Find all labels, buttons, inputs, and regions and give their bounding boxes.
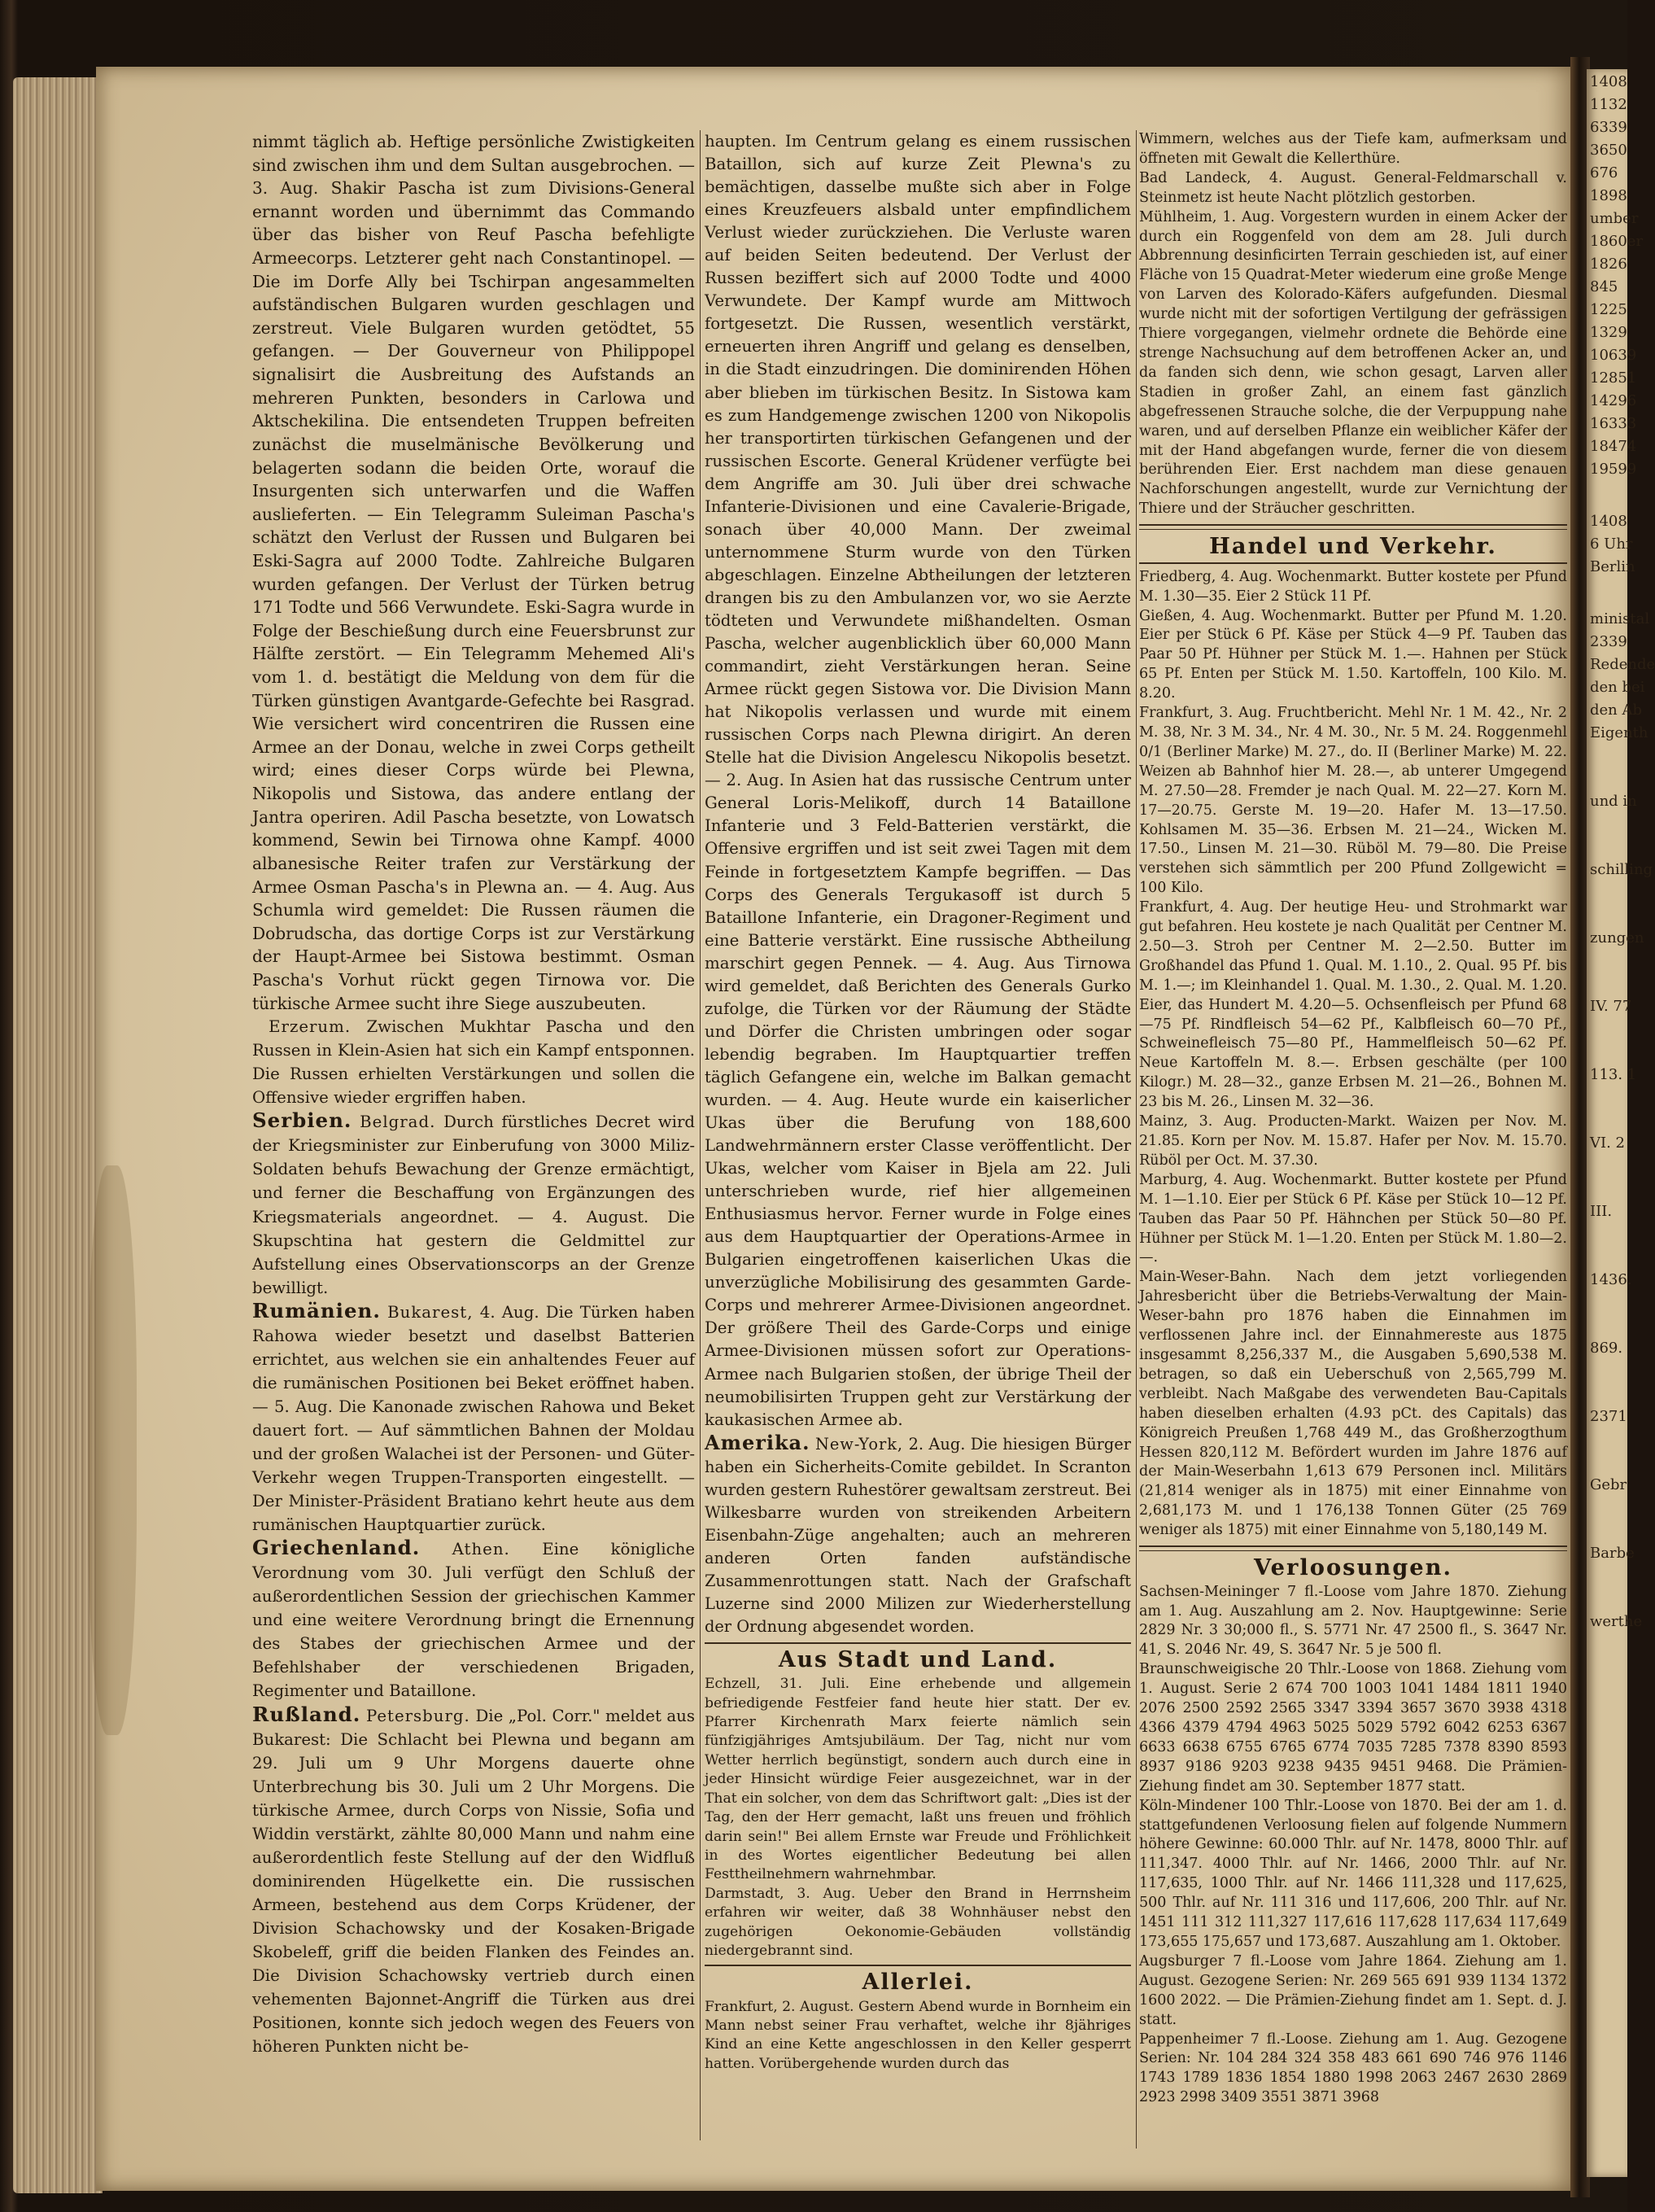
next-page-fragment: Gebr <box>1590 1476 1627 1493</box>
section-heading: Verloosungen. <box>1254 1554 1452 1581</box>
dateline: Bukarest, <box>387 1302 474 1322</box>
next-page-fragment: Redende <box>1590 656 1655 673</box>
section-heading: Rumänien. <box>252 1298 381 1322</box>
article-text: 4. Aug. Die Türken haben Rahowa wieder besetzt und daselbst Batterien errichtet, aus welchen sie ein anhaltendes Feuer auf die rumänischen Positionen bei Beket eröffnet haben. — 5. Aug. Die Kanonade zwischen Rahowa und Beket dauert fort. — Auf sämmtlichen Bahnen der Moldau und der großen Walachei ist der Personen- und Güter-Verkehr wegen Truppen-Transporten eingestellt. — Der Minister-Präsident Bratiano kehrt heute aus dem rumänischen Hauptquartier zurück. <box>252 1302 695 1535</box>
section-rule <box>705 1642 1131 1644</box>
article-text: Frankfurt, 2. August. Gestern Abend wurde in Bornheim ein Mann nebst seiner Frau verhaftet, welche ihr 8jähriges Kind an eine Kette angeschlossen in den Keller gesperrt hatten. Vorübergehende wurden durch das <box>705 1998 1131 2072</box>
article-text: Zwischen Mukhtar Pascha und den Russen in Klein-Asien hat sich ein Kampf entsponnen. Die Russen erhielten Verstärkungen und sollen die Offensive wieder ergriffen haben. <box>252 1017 695 1108</box>
lottery-report: Pappenheimer 7 fl.-Loose. Ziehung am 1. Aug. Gezogene Serien: Nr. 104 284 324 358 483 661 690 746 976 1146 1743 1789 1836 1854 1880 1998 2063 2467 2630 2869 2923 2998 3409 3551 3871 3968 <box>1139 2031 1567 2106</box>
next-page-fragment: 16333 <box>1590 415 1637 432</box>
section-heading: Rußland. <box>252 1702 361 1726</box>
next-page-fragment: und in <box>1590 793 1637 810</box>
next-page-fragment: 1436. <box>1590 1271 1632 1288</box>
market-report: Main-Weser-Bahn. Nach dem jetzt vorliegenden Jahresbericht über die Betriebs-Verwaltung der Main-Weser-bahn pro 1876 haben die Einnahmen im verflossenen Jahre incl. der Einnahmereste aus 1875 insgesammt 8,256,337 M., die Ausgaben 5,690,538 M. betragen, so daß ein Ueberschuß von 2,565,799 M. verbleibt. Nach Maßgabe des verwendeten Bau-Capitals haben dieselben erhalten (4.93 pCt. des Capitals) das Königreich Preußen 1,768 449 M., das Großherzogthum Hessen 820,112 M. Befördert wurden im Jahre 1876 auf der Main-Weserbahn 1,613 679 Personen incl. Militärs (21,814 weniger als in 1875) mit einer Einnahme von 2,681,173 M. und 1 176,138 Tonnen Güter (25 769 weniger als 1875) mit einer Einnahme von 5,180,149 M. <box>1139 1269 1567 1539</box>
article-text: haupten. Im Centrum gelang es einem russischen Bataillon, sich auf kurze Zeit Plewna's zu bemächtigen, dasselbe mußte sich aber in Folge eines Kreuzfeuers alsbald unter empfindlichem Verlust wieder zurückziehen. Die Verluste waren auf beiden Seiten bedeutend. Der Verlust der Russen beziffert sich auf 2000 Todte und 4000 Verwundete. Der Kampf wurde am Mittwoch fortgesetzt. Die Russen, wesentlich verstärkt, erneuerten ihren Angriff und gelang es denselben, in die Stadt einzudringen. Die dominirenden Höhen aber blieben im türkischen Besitz. In Sistowa kam es zum Handgemenge zwischen 1200 von Nikopolis her transportirten türkischen Gefangenen und der russischen Escorte. General Krüdener verfügte bei dem Angriffe am 30. Juli über drei schwache Infanterie-Divisionen und eine Cavalerie-Brigade, sonach über 40,000 Mann. Der zweimal unternommene Sturm wurde von den Türken abgeschlagen. Einzelne Abtheilungen der letzteren drangen bis zu den Ambulanzen vor, wo sie Aerzte tödteten und Verwundete mißhandelten. Osman Pascha, welcher augenblicklich über 60,000 Mann commandirt, zieht Verstärkungen heran. Seine Armee rückt gegen Sistowa vor. Die Division Mann hat Nikopolis verlassen und wurde mit einem russischen Corps nach Plewna dirigirt. An deren Stelle hat die Division Angelescu Nikopolis besetzt. — 2. Aug. In Asien hat das russische Centrum unter General Loris-Melikoff, durch 14 Bataillone Infanterie und 3 Feld-Batterien verstärkt, die Offensive ergriffen und ist seit zwei Tagen mit dem Feinde in fortgesetztem Kampfe begriffen. — Das Corps des Generals Tergukasoff ist durch 5 Bataillone Infanterie, ein Dragoner-Regiment und eine Batterie verstärkt. Eine russische Abtheilung marschirt gegen Pennek. — 4. Aug. Aus Tirnowa wird gemeldet, daß Berichten des Generals Gurko zufolge, die Türken vor der Räumung der Städte und Dörfer die Christen umbringen oder sogar lebendig begraben. Im Hauptquartier treffen täglich Gefangene ein, welche im Balkan gemacht wurden. — 4. Aug. Heute wurde ein kaiserlicher Ukas über die Berufung von 188,600 Landwehrmännern erster Classe veröffentlicht. Der Ukas, welcher vom Kaiser in Bjela am 22. Juli unterschrieben wurde, rief hier allgemeinen Enthusiasmus hervor. Ferner wurde in Folge eines aus dem Hauptquartier der Operations-Armee in Bulgarien eingetroffenen kaiserlichen Ukas die unverzügliche Mobilisirung des gesammten Garde-Corps und mehrerer Armee-Divisionen angeordnet. Der größere Theil des Garde-Corps und einige Armee-Divisionen müssen sofort zur Operations-Armee nach Bulgarien stoßen, der übrige Theil der neumobilisirten Truppen geht zur Verstärkung der kaukasischen Armee ab. <box>705 132 1131 1429</box>
next-page-fragment: Barbe <box>1590 1545 1635 1562</box>
market-report: Friedberg, 4. Aug. Wochenmarkt. Butter kostete per Pfund M. 1.30—35. Eier 2 Stück 11 Pf. <box>1139 568 1567 605</box>
next-page-fragment: 6339 <box>1590 119 1627 136</box>
article-paragraph <box>252 1300 695 1537</box>
column-rule <box>1136 130 1137 2149</box>
dateline: New-York, <box>814 1434 904 1454</box>
page-wear <box>88 1165 137 1735</box>
article-text: Wimmern, welches aus der Tiefe kam, aufmerksam und öffneten mit Gewalt die Kellerthüre. <box>1139 131 1567 167</box>
market-report: Frankfurt, 4. Aug. Der heutige Heu- und Strohmarkt war gut befahren. Heu kostete je nach Qualität per Centner M. 2.50—3. Stroh per Centner M. 2—2.50. Butter im Großhandel das Pfund 1. Qual. M. 1.10., 2. Qual. 95 Pf. bis M. 1.—; im Kleinhandel 1. Qual. M. 1.30., 2. Qual. M. 1.20. Eier, das Hundert M. 4.20—5. Ochsenfleisch per Pfund 68—75 Pf. Rindfleisch 54—62 Pf., Kalbfleisch 60—70 Pf., Schweinefleisch 75—80 Pf., Hammelfleisch 50—62 Pf. Neue Kartoffeln M. 8.—. Erbsen geschälte (per 100 Kilogr.) M. 28—32., ganze Erbsen M. 21—26., Bohnen M. 23 bis M. 26., Linsen M. 32—36. <box>1139 899 1567 1111</box>
market-report: Marburg, 4. Aug. Wochenmarkt. Butter kostete per Pfund M. 1—1.10. Eier per Stück 6 Pf. Käse per Stück 10—12 Pf. Tauben das Paar 50 Pf. Hähnchen per Stück 50—80 Pf. Hühner per Stück M. 1—1.20. Enten per Stück M. 1.80—2.—. <box>1139 1171 1567 1266</box>
column-rule <box>700 130 701 2140</box>
next-page-fragment: 1225 <box>1590 301 1627 318</box>
next-page-fragment: VI. 2 <box>1590 1134 1626 1152</box>
article-paragraph <box>252 1109 695 1299</box>
section-heading: Handel und Verkehr. <box>1209 533 1497 560</box>
next-page-fragment: umber <box>1590 210 1639 227</box>
market-report: Gießen, 4. Aug. Wochenmarkt. Butter per Pfund M. 1.20. Eier per Stück 6 Pf. Käse per Stück 4—9 Pf. Tauben das Paar 50 Pf. Hühner per Stück M. 1.—. Hahnen per Stück 65 Pf. Enten per Stück M. 1.50. Kartoffeln, 100 Kilo. M. 8.20. <box>1139 607 1567 702</box>
next-page-fragment: 1329 <box>1590 324 1627 341</box>
next-page-fragment: 10639 <box>1590 347 1637 364</box>
section-heading: Allerlei. <box>862 1969 974 1996</box>
article-text: Bad Landeck, 4. August. General-Feldmarschall v. Steinmetz ist heute Nacht plötzlich gestorben. <box>1139 169 1567 206</box>
next-page-fragment: 1408 <box>1590 513 1627 530</box>
next-page-fragment: 1860er <box>1590 233 1644 250</box>
section-rule <box>1139 1545 1567 1551</box>
next-page-fragment: 676 <box>1590 164 1618 181</box>
next-page-fragment: Eigenth <box>1590 724 1648 741</box>
next-page-fragment: 6 Uhr <box>1590 536 1633 553</box>
article-paragraph <box>252 1703 695 2059</box>
section-heading: Griechenland. <box>252 1536 421 1560</box>
next-page-edge <box>1587 69 1655 2177</box>
article-paragraph <box>252 1015 695 1109</box>
article-text: Eine königliche Verordnung vom 30. Juli verfügt den Schluß der außerordentlichen Session der griechischen Kammer und eine weitere Verordnung bringt die Ernennung des Stabes der griechischen Armee und der Befehlshaber der verschiedenen Brigaden, Regimenter und Bataillone. <box>252 1540 695 1701</box>
next-page-fragment: schilling <box>1590 861 1653 878</box>
article-text: 2. Aug. Die hiesigen Bürger haben ein Sicherheits-Comite gebildet. In Scranton wurden gestern Ruhestörer gewaltsam zerstreut. Bei Wilkesbarre wurden von streikenden Arbeitern Eisenbahn-Züge angehalten; auch an mehreren anderen Orten fanden aufständische Zusammenrottungen statt. Nach der Grafschaft Luzerne sind 2000 Milizen zur Wiederherstellung der Ordnung abgesendet worden. <box>705 1434 1131 1637</box>
next-page-fragment: zungen <box>1590 929 1644 946</box>
next-page-fragment: 1826 <box>1590 256 1627 273</box>
article-paragraph <box>705 1432 1131 1638</box>
section-rule <box>705 1965 1131 1966</box>
next-page-fragment: 869. <box>1590 1340 1623 1357</box>
lottery-report: Sachsen-Meininger 7 fl.-Loose vom Jahre 1870. Ziehung am 1. Aug. Auszahlung am 2. Nov. Hauptgewinne: Serie 2829 Nr. 3 30;000 fl., S. 5771 Nr. 47 2500 fl., S. 3647 Nr. 41, S. 2046 Nr. 49, S. 3647 Nr. 5 je 500 fl. <box>1139 1583 1567 1659</box>
next-page-fragment: 113. 1 <box>1590 1066 1637 1083</box>
next-page-fragment: werthe <box>1590 1613 1643 1630</box>
page-edges <box>13 77 103 2193</box>
section-heading: Aus Stadt und Land. <box>778 1647 1058 1673</box>
article-text: Echzell, 31. Juli. Eine erhebende und allgemein befriedigende Festfeier fand heute hier statt. Der ev. Pfarrer Kirchenrath Marx feierte nämlich sein fünfzigjähriges Amtsjubiläum. Der Tag, nicht nur vom Wetter herrlich begünstigt, sondern auch durch eine in jeder Hinsicht würdige Feier ausgezeichnet, war in der That ein solcher, von dem das Schriftwort galt: „Dies ist der Tag, den der Herr gemacht, laßt uns freuen und fröhlich darin sein!" Bei allem Ernste war Freude und Fröhlichkeit in des Wortes eigentlicher Bedeutung bei allen Festtheilnehmern wahrnehmbar. <box>705 1676 1131 1883</box>
next-page-fragment: 2371 <box>1590 1408 1627 1425</box>
next-page-fragment: 845 <box>1590 278 1618 295</box>
next-page-fragment: den bei <box>1590 679 1645 696</box>
next-page-fragment: IV. 77 <box>1590 998 1632 1015</box>
column-2 <box>705 130 1131 2074</box>
lottery-report: Augsburger 7 fl.-Loose vom Jahre 1864. Ziehung am 1. August. Gezogene Serien: Nr. 269 565 691 939 1134 1372 1600 2022. — Die Prämien-Ziehung findet am 1. Sept. d. J. statt. <box>1139 1952 1567 2028</box>
next-page-fragment: ministal <box>1590 610 1650 627</box>
column-3 <box>1139 130 1567 2108</box>
article-paragraph <box>252 1537 695 1703</box>
next-page-fragment: 19599 <box>1590 461 1637 478</box>
next-page-fragment: 12851 <box>1590 369 1637 387</box>
column-1 <box>252 130 695 2058</box>
article-text: Darmstadt, 3. Aug. Ueber den Brand in Herrnsheim erfahren wir weiter, daß 38 Wohnhäuser nebst den zugehörigen Oekonomie-Gebäuden vollständig niedergebrannt sind. <box>705 1885 1131 1960</box>
next-page-fragment: 1898 <box>1590 187 1627 204</box>
article-text: Mühlheim, 1. Aug. Vorgestern wurden in einem Acker der durch ein Roggenfeld von dem am 28. Juli durch Abbrennung desinficirten Terrain geschieden ist, auf einer Fläche von 15 Quadrat-Meter wiederum eine große Menge von Larven des Kolorado-Käfers aufgefunden. Diesmal wurde nicht mit der sofortigen Vertilgung der gefrässigen Thiere vorgegangen, vielmehr ordnete die Behörde eine strenge Nachsuchung auf dem betroffenen Acker an, und da fanden sich denn, wie schon gesagt, Larven aller Stadien in großer Zahl, an einem fast gänzlich abgefressenen Strauche solche, die der Verpuppung nahe waren, und auf derselben Pflanze ein weiblicher Käfer der mit der Hand abgefangen wurde, ferner die von diesem berührenden Eier. Erst nachdem man diese genauen Nachforschungen angestellt, wurde zur Vernichtung der Thiere und der Sträucher geschritten. <box>1139 208 1567 518</box>
dateline: Petersburg. <box>365 1706 470 1725</box>
next-page-fragment: den Ab <box>1590 702 1643 719</box>
section-heading: Serbien. <box>252 1108 352 1133</box>
article-text: Durch fürstliches Decret wird der Kriegsminister zur Einberufung von 3000 Miliz-Soldaten behufs Bewachung der Grenze ermächtigt, und ferner die Beschaffung von Ergänzungen des Kriegsmaterials angeordnet. — 4. August. Die Skupschtina hat gestern die Geldmittel zur Aufstellung eines Observationscorps an der Grenze bewilligt. <box>252 1113 695 1297</box>
next-page-fragment: 1408 <box>1590 73 1627 90</box>
market-report: Frankfurt, 3. Aug. Fruchtbericht. Mehl Nr. 1 M. 42., Nr. 2 M. 38, Nr. 3 M. 34., Nr. 4 M. 30., Nr. 5 M. 24. Roggenmehl 0/1 (Berliner Marke) M. 27., do. II (Berliner Marke) M. 22. Weizen ab Bahnhof hier M. 28.—, ab unterer Umgegend M. 27.50—28. Fremder je nach Qual. M. 22—27. Korn M. 17—20.75. Gerste M. 19—20. Hafer M. 13—17.50. Kohlsamen M. 35—36. Erbsen M. 21—24., Wicken M. 17.50., Linsen M. 21—30. Rüböl M. 79—80. Die Preise verstehen sich sämmtlich per 200 Pfund Zollgewicht = 100 Kilo. <box>1139 705 1567 897</box>
article-text: nimmt täglich ab. Heftige persönliche Zwistigkeiten sind zwischen ihm und dem Sultan ausgebrochen. — 3. Aug. Shakir Pascha ist zum Divisions-General ernannt worden und übernimmt das Commando über das bisher von Reuf Pascha befehligte Armeecorps. Letzterer geht nach Constantinopel. — Die im Dorfe Ally bei Tschirpan angesammelten aufständischen Bulgaren wurden geschlagen und zerstreut. Viele Bulgaren wurden getödtet, 55 gefangen. — Der Gouverneur von Philippopel signalisirt die Ausbreitung des Aufstands an mehreren Punkten, besonders in Carlowa und Aktschekilina. Die entsendeten Truppen befreiten zunächst die muselmänische Bevölkerung und belagerten sodann die beiden Orte, worauf die Insurgenten sich unterwarfen und die Waffen auslieferten. — Ein Telegramm Suleiman Pascha's schätzt den Verlust der Russen und Bulgaren bei Eski-Sagra auf 2000 Todte. Zahlreiche Bulgaren wurden gefangen. Der Verlust der Türken betrug 171 Todte und 566 Verwundete. Eski-Sagra wurde in Folge der Beschießung durch eine Feuersbrunst zur Hälfte zerstört. — Ein Telegramm Mehemed Ali's vom 1. d. bestätigt die Meldung von dem für die Türken günstigen Avantgarde-Gefechte bei Rasgrad. Wie versichert wird concentriren die Russen eine Armee an der Donau, welche in zwei Corps getheilt wird; eines dieser Corps würde bei Plewna, Nikopolis und Sistowa, das andere entlang der Jantra operiren. Adil Pascha besetzte, von Lowatsch kommend, Sewin bei Tirnowa ohne Kampf. 4000 albanesische Reiter trafen zur Verstärkung der Armee Osman Pascha's in Plewna an. — 4. Aug. Aus Schumla wird gemeldet: Die Russen räumen die Dobrudscha, das dortige Corps ist zur Verstärkung der Haupt-Armee bei Sistowa bestimmt. Osman Pascha's Vorhut rückt gegen Tirnowa vor. Die türkische Armee sucht ihre Siege auszubeuten. <box>252 132 695 1013</box>
next-page-fragment: Berlin <box>1590 558 1635 575</box>
next-page-fragment: 18474 <box>1590 438 1637 455</box>
article-text: Die „Pol. Corr." meldet aus Bukarest: Die Schlacht bei Plewna und begann am 29. Juli um 9 Uhr Morgens dauerte ohne Unterbrechung bis 30. Juli um 2 Uhr Morgens. Die türkische Armee, durch Corps von Nissie, Sofia und Widdin verstärkt, zählte 80,000 Mann und nahm eine außerordentlich feste Stellung auf der den Widfluß dominirenden Hügelkette ein. Die russischen Armeen, bestehend aus dem Corps Krüdener, der Division Schachowsky und der Kosaken-Brigade Skobeleff, griff die beiden Flanken des Feindes an. Die Division Schachowsky vertrieb durch einen vehementen Bajonnet-Angriff die Türken aus drei Positionen, konnte sich jedoch wegen des Feuers von höheren Punkten nicht be- <box>252 1706 695 2057</box>
section-rule <box>1139 524 1567 530</box>
next-page-fragment: 1132 <box>1590 96 1627 113</box>
next-page-fragment: 3650 <box>1590 142 1627 159</box>
next-page-fragment: 2339 <box>1590 633 1627 650</box>
dateline: Erzerum. <box>269 1017 352 1037</box>
next-page-fragment: III. <box>1590 1203 1613 1220</box>
dateline: Belgrad. <box>360 1113 436 1132</box>
market-report: Mainz, 3. Aug. Producten-Markt. Waizen per Nov. M. 21.85. Korn per Nov. M. 15.87. Hafer per Nov. M. 15.70. Rüböl per Oct. M. 37.30. <box>1139 1113 1567 1169</box>
section-heading: Amerika. <box>705 1430 810 1454</box>
section-rule <box>1139 562 1567 564</box>
lottery-report: Braunschweigische 20 Thlr.-Loose von 1868. Ziehung vom 1. August. Serie 2 674 700 1003 1041 1484 1811 1940 2076 2500 2592 2565 3347 3394 3657 3670 3938 4318 4366 4379 4794 4963 5025 5029 5792 6042 6253 6367 6633 6638 6755 6765 6774 7035 7285 7378 8390 8593 8937 9186 9203 9238 9435 9451 9468. Die Prämien-Ziehung findet am 30. September 1877 statt. <box>1139 1661 1567 1795</box>
dateline: Athen. <box>452 1540 510 1559</box>
next-page-fragment: 14296 <box>1590 392 1637 409</box>
lottery-report: Köln-Mindener 100 Thlr.-Loose von 1870. Bei der am 1. d. stattgefundenen Verloosung fielen auf folgende Nummern höhere Gewinne: 60.000 Thlr. auf Nr. 1478, 8000 Thlr. auf 111,347. 4000 Thlr. auf Nr. 1466, 2000 Thlr. auf Nr. 117,635, 1000 Thlr. auf Nr. 1466 111,328 und 117,625, 500 Thlr. auf Nr. 111 316 und 117,606, 200 Thlr. auf Nr. 1451 111 312 111,327 117,616 117,628 117,634 117,649 173,655 175,657 und 173,687. Auszahlung am 1. Oktober. <box>1139 1797 1567 1950</box>
